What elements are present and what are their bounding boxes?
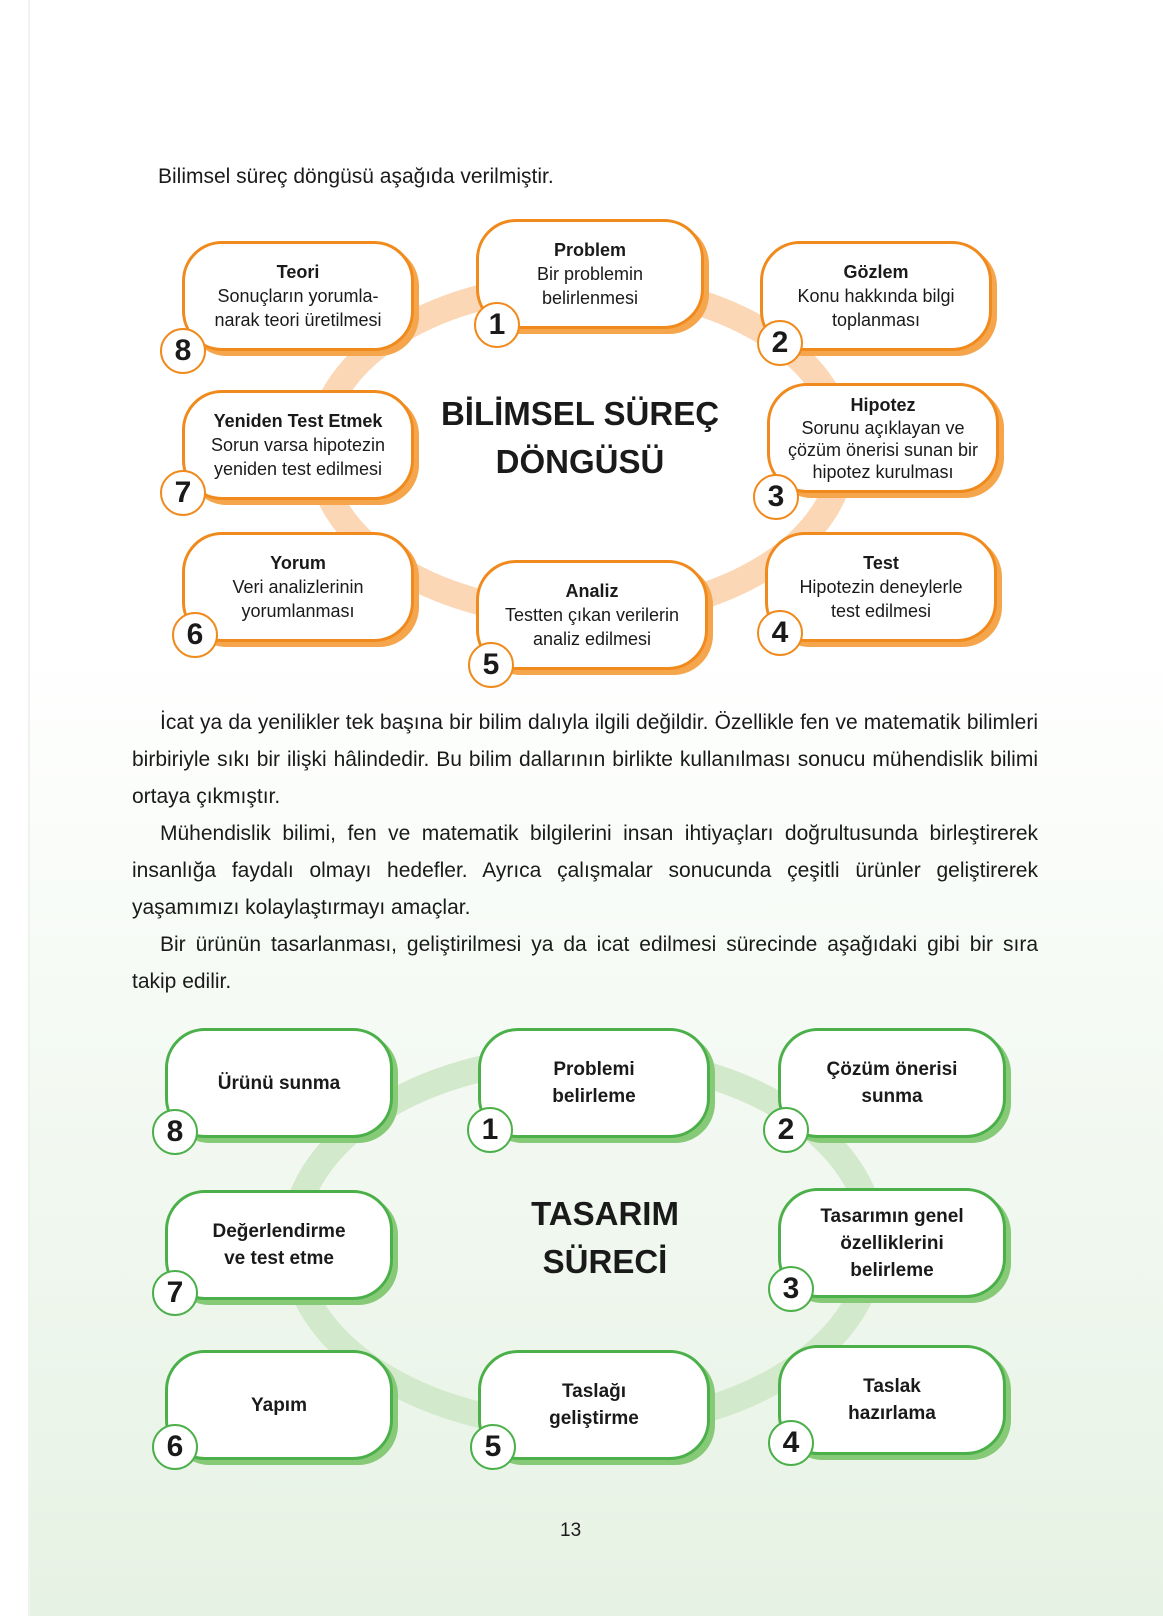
step-desc: Hipotezin deneylerle [799,576,963,597]
design-title-line2: SÜRECİ [542,1243,668,1280]
step-desc: Bir problemin [536,263,644,284]
design-badge-7: 7 [152,1270,198,1316]
step-label: Problemi [553,1059,635,1080]
step-desc: Konu hakkında bilgi [797,285,955,306]
step-desc: narak teori üretilmesi [214,309,382,330]
step-label: Tasarımın genel [820,1205,964,1227]
step-desc: analiz edilmesi [532,628,652,649]
step-label: geliştirme [549,1408,639,1429]
science-badge-8: 8 [160,328,206,374]
step-label: özelliklerini [840,1232,944,1254]
design-badge-6: 6 [152,1424,198,1470]
design-step-cozum-onerisi [778,1028,1006,1138]
step-label: sunma [861,1086,923,1107]
step-label: belirleme [552,1086,636,1107]
step-label: Çözüm önerisi [826,1059,958,1080]
paragraph: İcat ya da yenilikler tek başına bir bilim dalıyla ilgili değildir. Özellikle fen ve matematik bilimleri birbiriyle sıkı bir ilişki hâlindedir. Bu bilim dallarının birlikte kullanılması sonucu mühendislik bilimi ortaya çıkmıştır. [132,711,1038,808]
step-desc: hipotez kurulması [812,461,954,482]
step-label: Yapım [251,1394,307,1416]
science-step-yeniden-test [182,390,414,500]
step-desc: belirlenmesi [541,287,639,308]
design-badge-5: 5 [470,1424,516,1470]
science-badge-4: 4 [757,610,803,656]
step-desc: Testten çıkan verilerin [504,604,680,625]
science-step-teori [182,241,414,351]
science-badge-1: 1 [474,302,520,348]
science-badge-2: 2 [757,320,803,366]
step-title: Yeniden Test Etmek [213,410,383,431]
design-step-degerlendirme [165,1190,393,1300]
step-label: Değerlendirme [212,1221,346,1242]
step-desc: test edilmesi [830,600,932,621]
step-title: Hipotez [850,394,916,415]
step-desc: yorumlanması [241,600,355,621]
page-number: 13 [560,1520,582,1541]
design-step-problemi-belirleme [478,1028,710,1138]
intro-text: Bilimsel süreç döngüsü aşağıda verilmiştir. [158,165,554,188]
science-badge-6: 6 [172,612,218,658]
design-step-urunu-sunma [165,1028,393,1138]
step-title: Analiz [565,580,619,601]
science-title-line2: DÖNGÜSÜ [495,443,665,480]
step-title: Yorum [270,552,326,573]
science-badge-3: 3 [753,474,799,520]
science-title-line1: BİLİMSEL SÜREÇ [440,395,720,432]
design-step-yapim [165,1350,393,1460]
science-step-yorum [182,532,414,642]
step-desc: Veri analizlerinin [232,576,364,597]
science-cycle-title [430,390,730,486]
step-label: ve test etme [224,1248,334,1269]
step-title: Problem [553,239,627,260]
design-badge-1: 1 [467,1107,513,1153]
design-badge-4: 4 [768,1420,814,1466]
step-label: hazırlama [848,1403,936,1424]
science-badge-7: 7 [160,470,206,516]
step-title: Test [863,552,899,573]
step-desc: çözüm önerisi sunan bir [787,439,979,460]
design-badge-8: 8 [152,1109,198,1155]
step-label: belirleme [850,1259,934,1281]
step-desc: Sorun varsa hipotezin [210,434,386,455]
paragraph: Mühendislik bilimi, fen ve matematik bilgilerini insan ihtiyaçları doğrultusunda birleştirerek insanlığa faydalı olmayı hedefler. Ayrıca çalışmalar sonucunda çeşitli ürünler geliştirerek yaşamımızı kolaylaştırmayı amaçlar. [132,822,1038,919]
body-text [132,704,1038,1000]
paragraph: Bir ürünün tasarlanması, geliştirilmesi ya da icat edilmesi sürecinde aşağıdaki gibi bir sıra takip edilir. [132,933,1038,993]
science-step-hipotez [767,383,999,493]
step-desc: yeniden test edilmesi [213,458,383,479]
step-desc: Sorunu açıklayan ve [801,417,965,438]
step-label: Taslak [863,1376,921,1397]
step-desc: toplanması [831,309,921,330]
step-title: Teori [276,261,320,282]
step-label: Ürünü sunma [217,1072,341,1094]
science-badge-5: 5 [468,642,514,688]
design-badge-3: 3 [768,1266,814,1312]
design-title-line1: TASARIM [531,1195,679,1232]
step-title: Gözlem [843,261,909,282]
step-label: Taslağı [561,1381,627,1402]
design-badge-2: 2 [763,1107,809,1153]
step-desc: Sonuçların yorumla- [217,285,379,306]
page-margin-strip [0,0,30,1616]
design-process-title [455,1190,755,1286]
